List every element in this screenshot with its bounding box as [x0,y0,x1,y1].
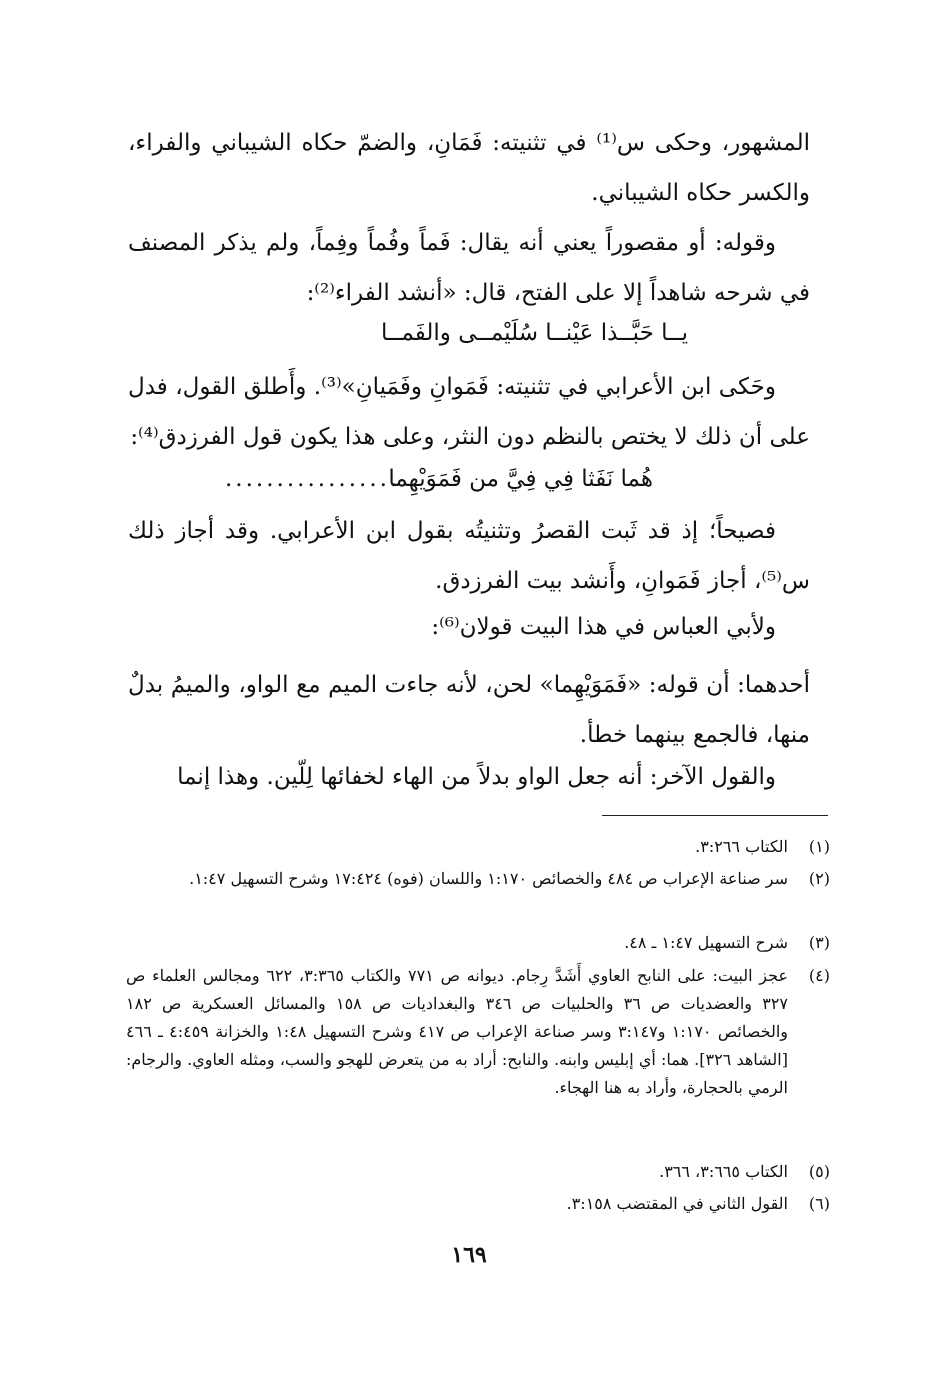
footnote-number: (٦) [808,1194,830,1213]
paragraph-qawluhu: وقوله: أو مقصوراً يعني أنه يقال: فَماً وفُماً وفِماً، ولم يذكر المصنف في شرحه شاهداً إلا على الفتح، قال: «أنشد الفراء⁽²⁾: [128,230,810,306]
paragraph-ibn-alarabi: وحَكى ابن الأعرابي في تثنيته: فَمَوانِ وفَمَيانِ»⁽³⁾. وأَطلق القول، فدل على أن ذلك لا يختص بالنظم دون النثر، وعلى هذا يكون قول الفرزدق⁽⁴⁾: [128,374,810,450]
footnote-1 [126,833,830,861]
footnote-2 [126,865,830,893]
footnote-number: (٤) [808,966,830,985]
paragraph-continuation: المشهور، وحكى س⁽¹⁾ في تثنيته: فَمَانِ، والضمّ حكاه الشيباني والفراء، والكسر حكاه الشيباني. [128,130,810,206]
footnote-6 [126,1190,830,1218]
footnote-text: عجز البيت: على النابح العاوي أَشَدَّ رِجام. ديوانه ص ٧٧١ والكتاب ٣:٣٦٥، ٦٢٢ ومجالس العلماء ص ٣٢٧ والعضديات ص ٣٦ والحلبيات ص ٣٤٦ والبغداديات ص ١٥٨ والمسائل العسكرية ص ١٨٢ والخصائص ١:١٧٠ و٣:١٤٧ وسر صناعة الإعراب ص ٤١٧ وشرح التسهيل ١:٤٨ والخزانة ٤:٤٥٩ ـ ٤٦٦ [الشاهد ٣٢٦]. هما: أي إبليس وابنه. والنابح: أراد به من يتعرض للهجو والسب، ومثله العاوي. والرجام: الرمي بالحجارة، وأراد به هنا الهجاء. [126,966,789,1097]
footnote-number: (٥) [808,1162,830,1181]
footnote-number: (١) [808,837,830,856]
footnote-3 [126,929,830,957]
page-number: ١٦٩ [451,1242,487,1268]
footnote-5 [126,1158,830,1186]
footnote-text: سر صناعة الإعراب ص ٤٨٤ والخصائص ١:١٧٠ واللسان (فوه) ١٧:٤٢٤ وشرح التسهيل ١:٤٧. [189,869,788,888]
verse-farazdaq: هُما نَفَثا فِي فِيَّ من فَمَوَيْهِما [388,466,653,492]
footnote-divider [602,815,828,816]
footnote-4 [126,962,830,1102]
footnote-number: (٣) [808,933,830,952]
paragraph-second-opinion: والقول الآخر: أنه جعل الواو بدلاً من الهاء لخفائها لِلّين. وهذا إنما [177,764,776,790]
verse-habbadha: يــا حَبَّــذا عَيْنــا سُلَيْمــى والفَمــا [380,320,688,346]
footnote-text: الكتاب ٣:٢٦٦. [695,837,788,856]
footnote-number: (٢) [808,869,830,888]
paragraph-fasihan: فصيحاً؛ إذ قد ثَبت القصرُ وتثنيتُه بقول ابن الأعرابي. وقد أجاز ذلك س⁽⁵⁾، أجاز فَمَوانِ، وأَنشد بيت الفرزدق. [128,518,810,594]
verse-ellipsis: ................. [225,466,401,492]
paragraph-first-opinion: أحدهما: أن قوله: «فَمَوَيْهِما» لحن، لأنه جاءت الميم مع الواو، والميمُ بدلٌ منها، فالجمع بينهما خطأ. [128,672,810,748]
footnote-text: شرح التسهيل ١:٤٧ ـ ٤٨. [624,933,788,952]
paragraph-abu-alabbas: ولأبي العباس في هذا البيت قولان⁽⁶⁾: [431,614,776,640]
footnote-text: الكتاب ٣:٦٦٥، ٣٦٦. [659,1162,788,1181]
footnote-text: القول الثاني في المقتضب ٣:١٥٨. [566,1194,788,1213]
